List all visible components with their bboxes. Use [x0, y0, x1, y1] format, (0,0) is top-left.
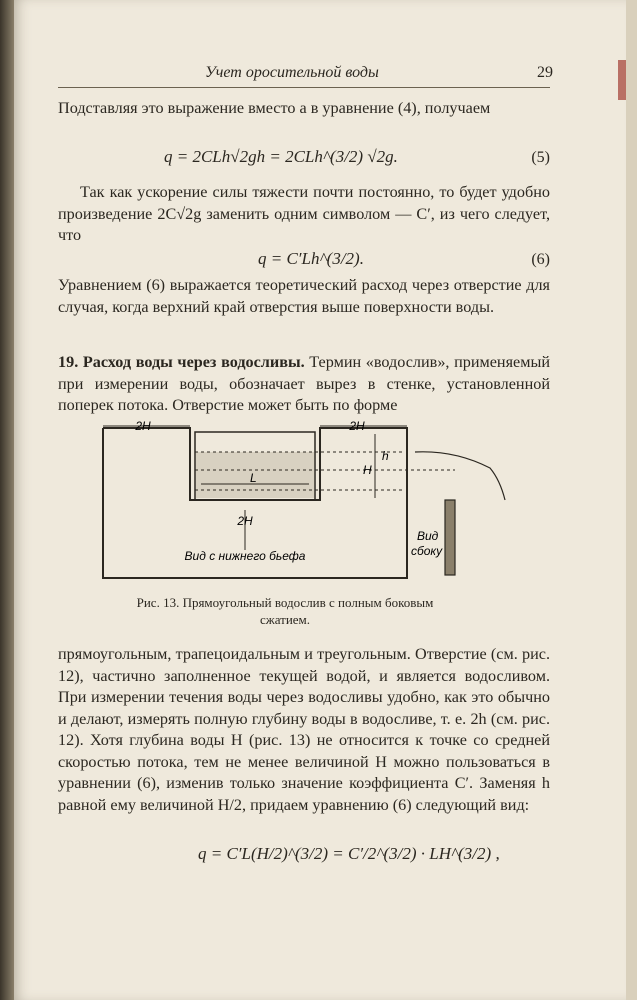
formula-6-number: (6) [531, 251, 550, 268]
dim-h: h [382, 449, 389, 463]
paragraph-5: прямоугольным, трапецоидальным и треугольным. Отверстие (см. рис. 12), частично заполненное текущей водой, и является водосливом. При измерении течения воды через водосливы удобно, как это обычно и делают, измерять полную глубину воды в водосливе, т. е. 2h (см. рис. 12). Хотя глубина воды H (рис. 13) не относится к точке со средней скоростью потока, тем не менее величиной H можно пользоваться в уравнении (6), изменив только значение коэффициента C′. Заменяя h равной ему величиной H/2, придаем уравнению (6) следующий вид: [58, 645, 550, 814]
page-header [0, 60, 637, 88]
header-rule [58, 87, 550, 88]
dim-2H-left: 2H [135, 420, 151, 433]
formula-final-expression: q = C′L(H/2)^(3/2) = C′/2^(3/2) · LH^(3/2) , [198, 844, 500, 863]
dim-L: L [250, 471, 257, 485]
book-gutter [0, 0, 14, 1000]
formula-5-number: (5) [531, 149, 550, 166]
running-title: Учет оросительной воды [205, 64, 379, 81]
paragraph-3: Уравнением (6) выражается теоретический расход через отверстие для случая, когда верхний край отверстия выше поверхности воды. [58, 276, 550, 316]
formula-5-expression: q = 2CLh√2gh = 2CLh^(3/2) √2g. [164, 147, 398, 166]
paragraph-2: Так как ускорение силы тяжести почти постоянно, то будет удобно произведение 2C√2g заменить одним символом — C′, из чего следует, что [58, 183, 550, 244]
section-number: 19. [58, 353, 79, 371]
section-title: Расход воды через водосливы. [82, 353, 305, 371]
label-view-side-2: сбоку [411, 544, 443, 558]
paragraph-4 [58, 352, 550, 417]
dim-2H-right: 2H [349, 420, 365, 433]
formula-5 [58, 147, 550, 177]
dim-2H-center: 2H [237, 514, 253, 528]
page-number: 29 [537, 64, 553, 81]
figure-caption [100, 594, 470, 628]
figure-caption-line-2: сжатием. [259, 612, 311, 627]
formula-final [58, 844, 550, 874]
label-view-side-1: Вид [417, 529, 439, 543]
formula-6-expression: q = C′Lh^(3/2). [258, 249, 364, 268]
paragraph-1: Подставляя это выражение вместо a в уравнение (4), получаем [58, 99, 491, 117]
section-body: Термин «водослив», применяемый при измерении воды, обозначает вырез в стенке, установленной поперек потока. Отверстие может быть по форме [58, 353, 551, 414]
label-view-downstream: Вид с нижнего бьефа [184, 549, 306, 563]
figure-caption-line-1: Рис. 13. Прямоугольный водослив с полным боковым [136, 595, 434, 610]
weir-figure [95, 420, 515, 585]
dim-H: H [363, 463, 372, 477]
